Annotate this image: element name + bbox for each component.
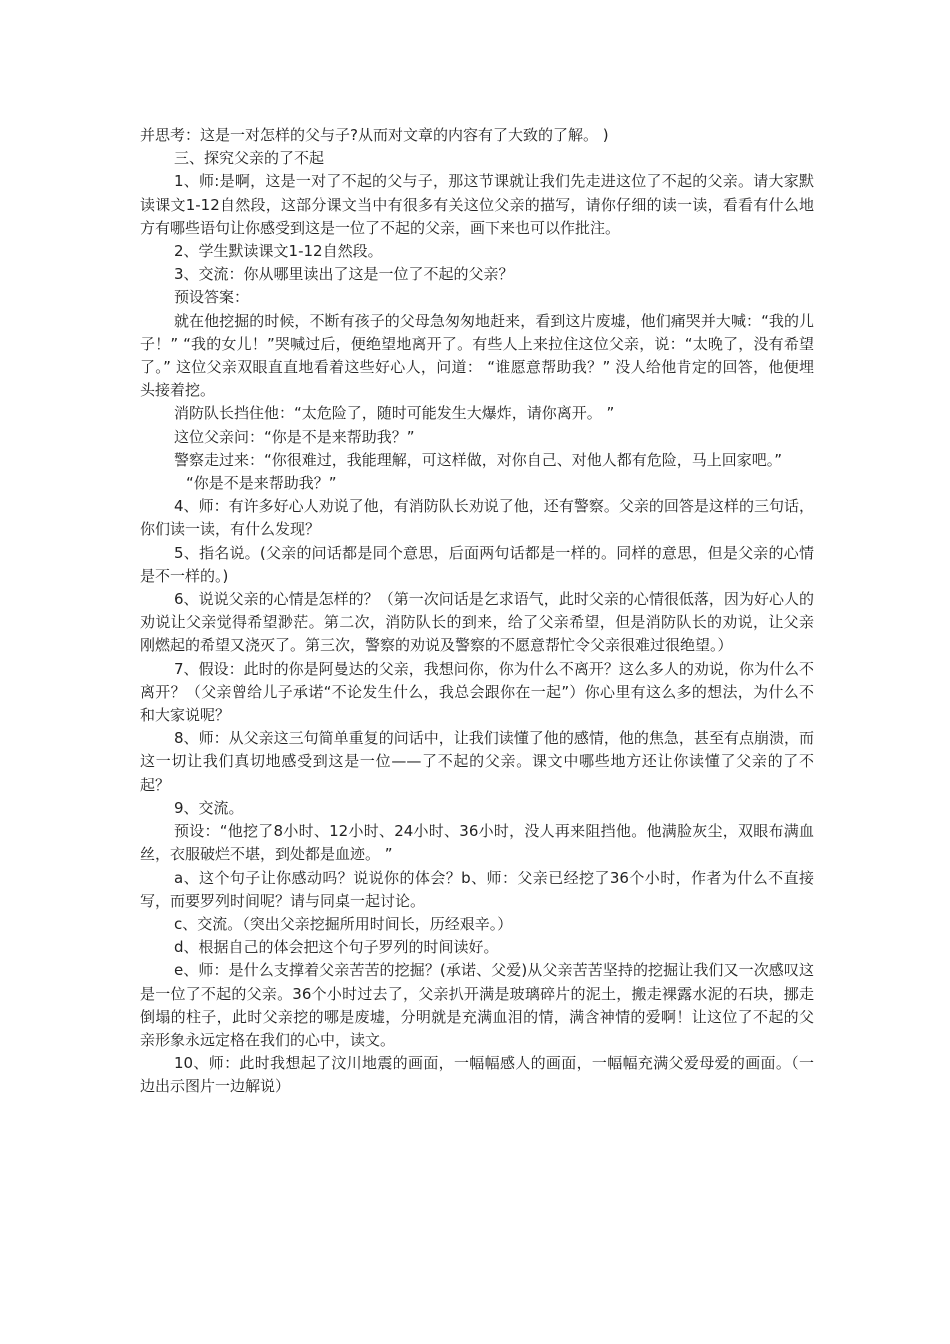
paragraph: 警察走过来：“你很难过，我能理解，可这样做，对你自己、对他人都有危险，马上回家吧。” bbox=[174, 450, 783, 469]
paragraph: 1、师:是啊，这是一对了不起的父与子，那这节课就让我们先走进这位了不起的父亲。请大家默读课文1-12自然段，这部分课文当中有很多有关这位父亲的描写，请你仔细的读一读，看看有什么地方有哪些语句让你感受到这是一位了不起的父亲，画下来也可以作批注。 bbox=[140, 172, 814, 237]
paragraph: 消防队长挡住他：“太危险了，随时可能发生大爆炸，请你离开。 ” bbox=[174, 404, 615, 423]
paragraph: d、根据自己的体会把这个句子罗列的时间读好。 bbox=[174, 938, 499, 957]
paragraph: c、交流。（突出父亲挖掘所用时间长，历经艰辛。） bbox=[174, 914, 513, 933]
paragraph: 10、师：此时我想起了汶川地震的画面，一幅幅感人的画面，一幅幅充满父爱母爱的画面。（一边出示图片一边解说） bbox=[140, 1054, 814, 1096]
paragraph: 2、学生默读课文1-12自然段。 bbox=[174, 242, 383, 261]
paragraph: 预设答案： bbox=[174, 288, 250, 307]
paragraph: 这位父亲问：“你是不是来帮助我？” bbox=[174, 427, 415, 446]
paragraph: 5、指名说。(父亲的问话都是同个意思，后面两句话都是一样的。同样的意思，但是父亲的心情是不一样的。) bbox=[140, 543, 814, 585]
paragraph: 三、探究父亲的了不起 bbox=[174, 149, 325, 168]
paragraph: e、师：是什么支撑着父亲苦苦的挖掘？(承诺、父爱)从父亲苦苦坚持的挖掘让我们又一次感叹这是一位了不起的父亲。36个小时过去了，父亲扒开满是玻璃碎片的泥土，搬走裸露水泥的石块，挪走倒塌的柱子，此时父亲挖的哪是废墟，分明就是充满血泪的情，满含神情的爱啊！让这位了不起的父亲形象永远定格在我们的心中，读文。 bbox=[140, 961, 814, 1049]
paragraph: 4、师：有许多好心人劝说了他，有消防队长劝说了他，还有警察。父亲的回答是这样的三句话，你们读一读，有什么发现？ bbox=[140, 497, 814, 539]
paragraph: 就在他挖掘的时候，不断有孩子的父母急匆匆地赶来，看到这片废墟，他们痛哭并大喊：“我的儿子！” “我的女儿！”哭喊过后，便绝望地离开了。有些人上来拉住这位父亲，说：“太晚了，没有希望了。” 这位父亲双眼直直地看着这些好心人，问道： “谁愿意帮助我？” 没人给他肯定的回答，他便埋头接着挖。 bbox=[140, 311, 814, 400]
paragraph: 3、交流：你从哪里读出了这是一位了不起的父亲？ bbox=[174, 265, 514, 284]
paragraph: 6、说说父亲的心情是怎样的？（第一次问话是乞求语气，此时父亲的心情很低落，因为好心人的劝说让父亲觉得希望渺茫。第二次，消防队长的到来，给了父亲希望，但是消防队长的劝说，让父亲刚燃起的希望又浇灭了。第三次，警察的劝说及警察的不愿意帮忙令父亲很难过很绝望。） bbox=[140, 590, 814, 655]
paragraph: “你是不是来帮助我？” bbox=[186, 474, 337, 493]
paragraph: 7、假设：此时的你是阿曼达的父亲，我想问你，你为什么不离开？这么多人的劝说，你为什么不离开？（父亲曾给儿子承诺“不论发生什么，我总会跟你在一起”）你心里有这么多的想法，为什么不和大家说呢？ bbox=[140, 659, 814, 725]
paragraph: 并思考：这是一对怎样的父与子?从而对文章的内容有了大致的了解。 ) bbox=[140, 126, 609, 144]
paragraph: 预设：“他挖了8小时、12小时、24小时、36小时，没人再来阻挡他。他满脸灰尘，双眼布满血丝，衣服破烂不堪，到处都是血迹。 ” bbox=[140, 822, 814, 864]
paragraph: a、这个句子让你感动吗？说说你的体会？b、师：父亲已经挖了36个小时，作者为什么不直接写，而要罗列时间呢？请与同桌一起讨论。 bbox=[140, 868, 814, 910]
paragraph: 8、师：从父亲这三句简单重复的问话中，让我们读懂了他的感情，他的焦急，甚至有点崩溃，而这一切让我们真切地感受到这是一位——了不起的父亲。课文中哪些地方还让你读懂了父亲的了不起？ bbox=[140, 729, 814, 794]
paragraph: 9、交流。 bbox=[174, 798, 244, 817]
document-body bbox=[140, 124, 814, 1099]
